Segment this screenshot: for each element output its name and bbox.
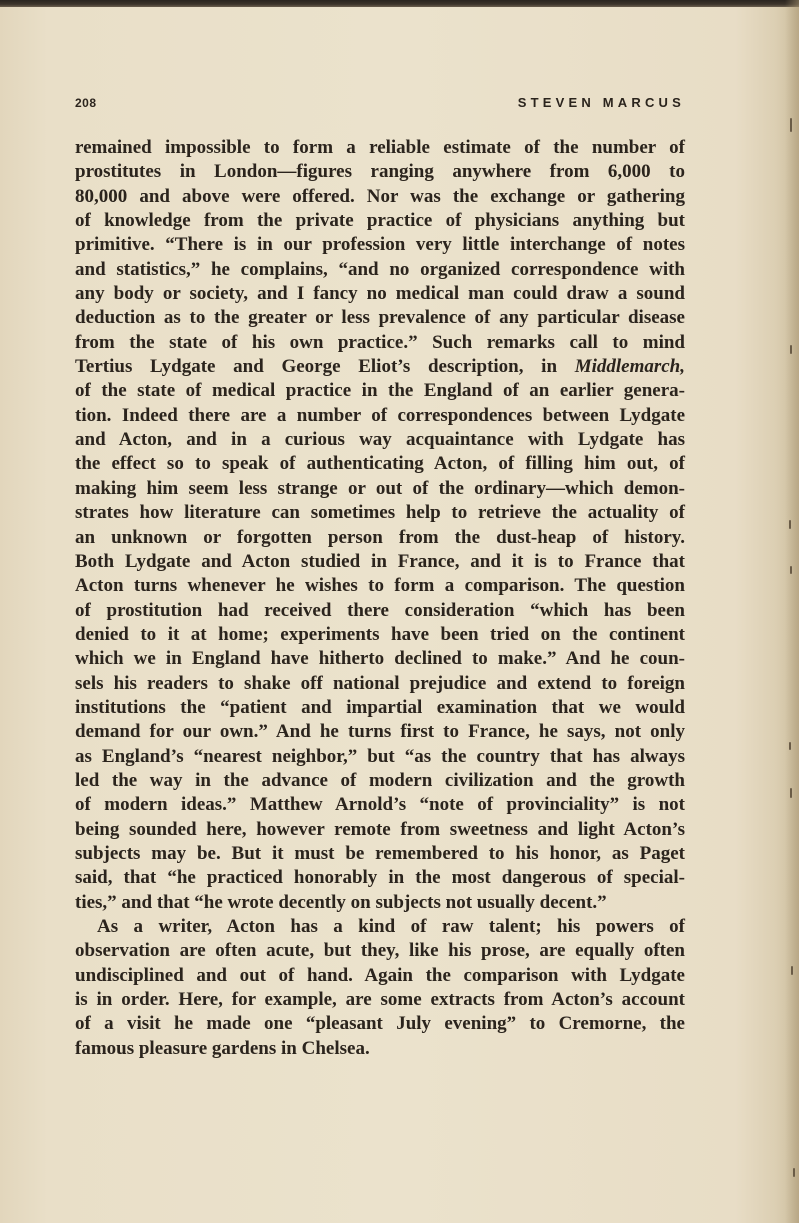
text-line: tion. Indeed there are a number of correspondences between Lydgate <box>75 404 685 426</box>
margin-speck <box>790 566 792 574</box>
text-line: the effect so to speak of authenticating Acton, of filling him out, of <box>75 453 685 475</box>
text-line: deduction as to the greater or less prevalence of any particular disease <box>75 307 685 329</box>
margin-speck <box>790 788 792 798</box>
margin-speck <box>790 345 792 354</box>
book-title: Middlemarch, <box>574 356 685 378</box>
page-number: 208 <box>75 96 97 110</box>
margin-speck <box>793 1168 795 1177</box>
text-line: Both Lydgate and Acton studied in France, and it is to France that <box>75 550 685 572</box>
margin-speck <box>790 118 792 132</box>
text-line: Acton turns whenever he wishes to form a comparison. The question <box>75 575 685 597</box>
text-line: institutions the “patient and impartial examination that we would <box>75 696 685 718</box>
text-line: sels his readers to shake off national prejudice and extend to foreign <box>75 672 685 694</box>
text-line: led the way in the advance of modern civilization and the growth <box>75 769 685 791</box>
text-line: remained impossible to form a reliable estimate of the number of <box>75 137 685 158</box>
text-line: As a writer, Acton has a kind of raw talent; his powers of <box>97 916 685 937</box>
text-line: of the state of medical practice in the England of an earlier genera- <box>75 380 685 402</box>
text-line: observation are often acute, but they, like his prose, are equally often <box>75 940 685 962</box>
page-top-edge <box>0 0 799 7</box>
margin-speck <box>789 520 791 529</box>
running-head: STEVEN MARCUS <box>517 95 685 110</box>
text-line: any body or society, and I fancy no medical man could draw a sound <box>75 283 685 305</box>
text-line: of a visit he made one “pleasant July evening” to Cremorne, the <box>75 1013 685 1035</box>
text-line: primitive. “There is in our profession very little interchange of notes <box>75 234 685 256</box>
text-line: said, that “he practiced honorably in the most dangerous of special- <box>75 867 685 889</box>
body-text <box>75 136 685 1061</box>
text-line: 80,000 and above were offered. Nor was the exchange or gathering <box>75 185 685 207</box>
margin-speck <box>791 966 793 975</box>
text-line: of prostitution had received there consideration “which has been <box>75 599 685 621</box>
text-line <box>75 355 685 379</box>
text-line: prostitutes in London—figures ranging anywhere from 6,000 to <box>75 161 685 183</box>
text-line: famous pleasure gardens in Chelsea. <box>75 1037 370 1059</box>
text-line: and statistics,” he complains, “and no organized correspondence with <box>75 258 685 280</box>
text-line: an unknown or forgotten person from the dust-heap of history. <box>75 526 685 548</box>
text-line: which we in England have hitherto declined to make.” And he coun- <box>75 648 685 670</box>
page-right-edge <box>785 0 799 1223</box>
text-line: from the state of his own practice.” Such remarks call to mind <box>75 331 685 353</box>
text-line: as England’s “nearest neighbor,” but “as the country that has always <box>75 745 685 767</box>
page-header <box>75 96 685 116</box>
text-line: strates how literature can sometimes help to retrieve the actuality of <box>75 502 685 524</box>
text-line: and Acton, and in a curious way acquaintance with Lydgate has <box>75 429 685 451</box>
text-line: making him seem less strange or out of the ordinary—which demon- <box>75 477 685 499</box>
text-line: subjects may be. But it must be remembered to his honor, as Paget <box>75 842 685 864</box>
text-line: demand for our own.” And he turns first to France, he says, not only <box>75 721 685 743</box>
text-line: ties,” and that “he wrote decently on subjects not usually decent.” <box>75 891 607 913</box>
line-segment: Tertius Lydgate and George Eliot’s description, in <box>75 356 575 378</box>
text-line: is in order. Here, for example, are some extracts from Acton’s account <box>75 989 685 1011</box>
text-line: denied to it at home; experiments have been tried on the continent <box>75 623 685 645</box>
text-line: being sounded here, however remote from sweetness and light Acton’s <box>75 818 685 840</box>
text-line: of modern ideas.” Matthew Arnold’s “note of provinciality” is not <box>75 794 685 816</box>
text-line: of knowledge from the private practice of physicians anything but <box>75 210 685 232</box>
margin-speck <box>789 742 791 750</box>
text-line: undisciplined and out of hand. Again the comparison with Lydgate <box>75 964 685 986</box>
